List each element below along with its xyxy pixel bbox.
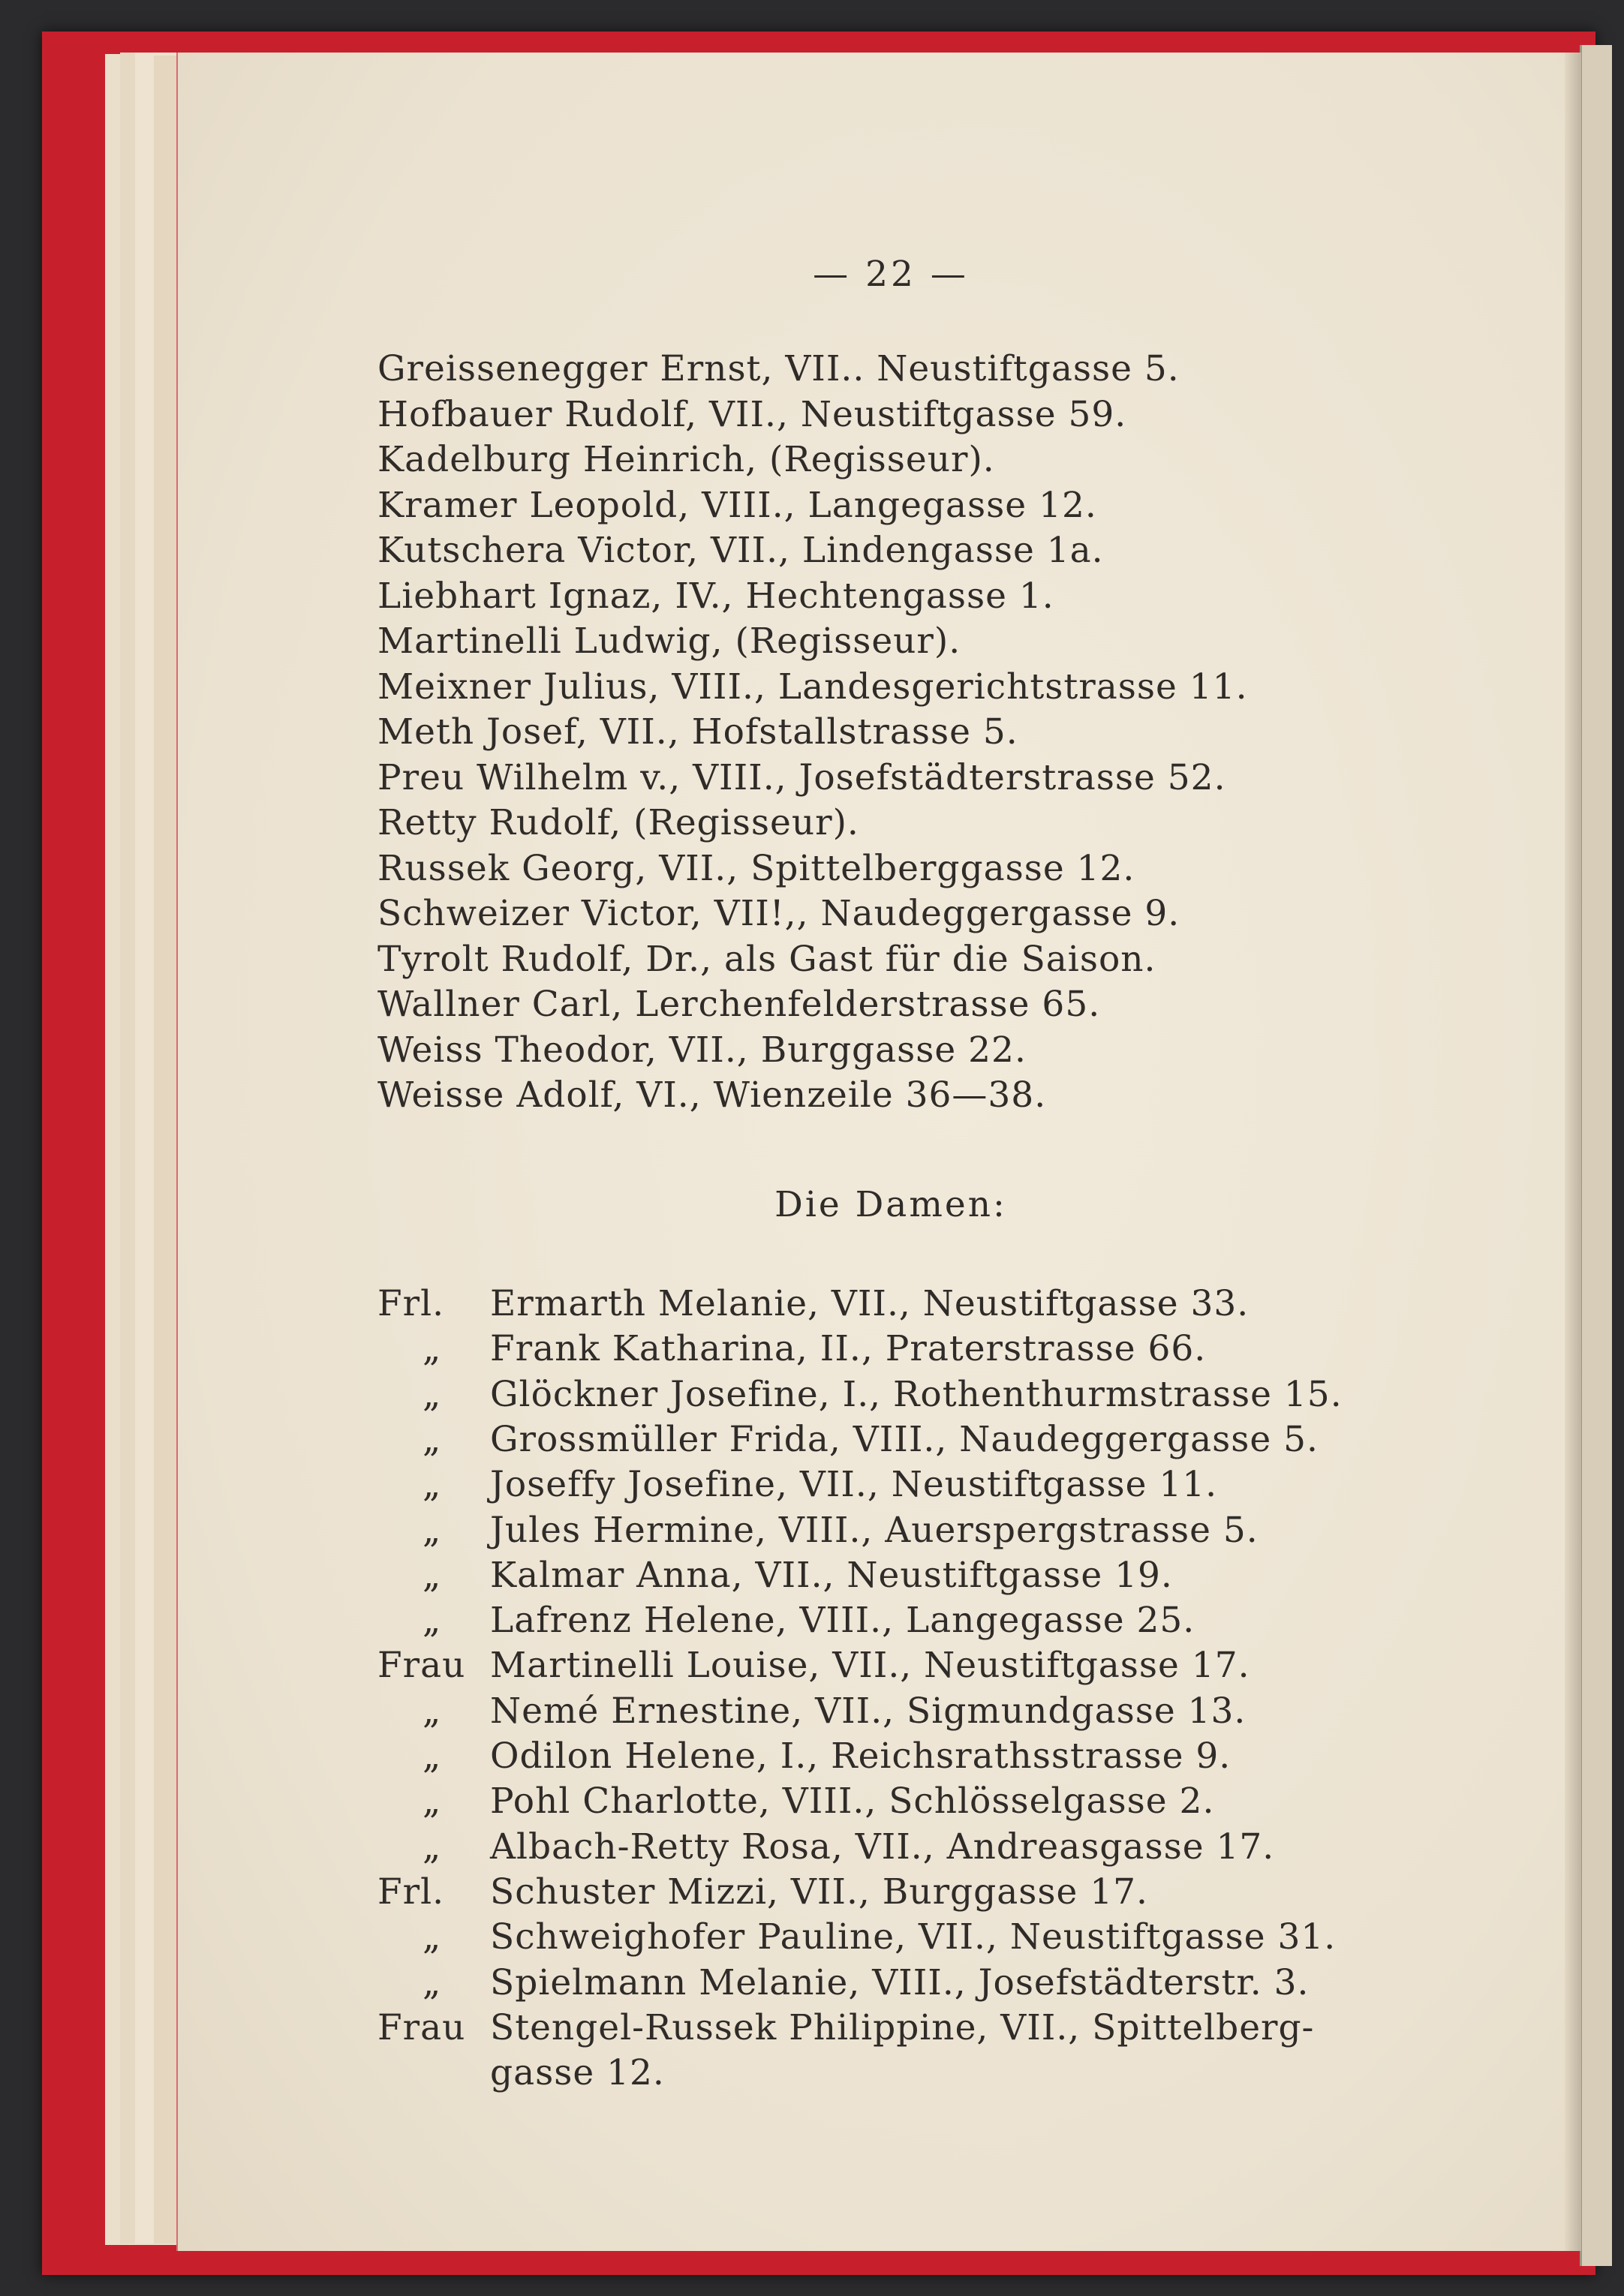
entry-text: Frank Katharina, II., Praterstrasse 66. <box>490 1328 1207 1370</box>
damen-entry <box>377 1825 1274 1870</box>
entry-text: Schuster Mizzi, VII., Burggasse 17. <box>490 1871 1148 1913</box>
entry-text: Lafrenz Helene, VIII., Langegasse 25. <box>490 1600 1195 1642</box>
damen-entry <box>377 1598 1195 1643</box>
herren-entry: Meixner Julius, VIII., Landesgerichtstrasse 11. <box>377 666 1248 708</box>
entry-text: Glöckner Josefine, I., Rothenthurmstrasse 15. <box>490 1373 1343 1415</box>
herren-entry: Weisse Adolf, VI., Wienzeile 36—38. <box>377 1074 1047 1116</box>
entry-text: Joseffy Josefine, VII., Neustiftgasse 11. <box>490 1464 1218 1506</box>
entry-title: „ <box>423 1418 442 1460</box>
damen-entry <box>377 1282 1249 1327</box>
herren-entry: Preu Wilhelm v., VIII., Josefstädterstrasse 52. <box>377 756 1226 798</box>
damen-entry <box>377 1734 1231 1779</box>
entry-title: „ <box>423 1736 442 1777</box>
entry-title: Frl. <box>377 1871 445 1913</box>
entry-title: „ <box>423 1509 442 1551</box>
section-heading-damen: Die Damen: <box>774 1184 1007 1225</box>
damen-entry <box>377 1643 1250 1688</box>
entry-title: Frau <box>377 1645 466 1687</box>
entry-text: Kalmar Anna, VII., Neustiftgasse 19. <box>490 1554 1173 1596</box>
entry-text: Grossmüller Frida, VIII., Naudeggergasse 5. <box>490 1418 1319 1460</box>
entry-text: Ermarth Melanie, VII., Neustiftgasse 33. <box>490 1283 1250 1324</box>
damen-entry <box>377 1689 1246 1734</box>
entry-title <box>377 2051 490 2096</box>
entry-title: „ <box>423 1373 442 1415</box>
entry-title: „ <box>423 1328 442 1370</box>
herren-entry: Meth Josef, VII., Hofstallstrasse 5. <box>377 711 1018 753</box>
herren-entry: Russek Georg, VII., Spittelberggasse 12. <box>377 847 1135 889</box>
entry-title: „ <box>423 1554 442 1596</box>
entry-text: Spielmann Melanie, VIII., Josefstädterstr. 3. <box>490 1961 1310 2003</box>
damen-entry <box>377 1462 1217 1507</box>
herren-entry: Weiss Theodor, VII., Burggasse 22. <box>377 1029 1027 1071</box>
page-number: — 22 — <box>813 254 969 295</box>
herren-entry: Schweizer Victor, VII!,, Naudeggergasse 9. <box>377 893 1180 934</box>
entry-text: Nemé Ernestine, VII., Sigmundgasse 13. <box>490 1690 1247 1732</box>
entry-title: Frl. <box>377 1283 445 1324</box>
entry-title: Frau <box>377 2006 466 2048</box>
book-page <box>176 53 1581 2251</box>
damen-entry <box>377 1961 1309 2006</box>
entry-title: „ <box>423 1690 442 1732</box>
herren-entry: Kramer Leopold, VIII., Langegasse 12. <box>377 484 1097 526</box>
damen-entry <box>377 2051 665 2096</box>
herren-entry: Kadelburg Heinrich, (Regisseur). <box>377 439 995 480</box>
herren-entry: Wallner Carl, Lerchenfelderstrasse 65. <box>377 984 1101 1025</box>
herren-entry: Liebhart Ignaz, IV., Hechtengasse 1. <box>377 575 1054 617</box>
entry-text: Stengel-Russek Philippine, VII., Spittelberg- <box>490 2006 1315 2048</box>
entry-text: Martinelli Louise, VII., Neustiftgasse 17. <box>490 1645 1250 1687</box>
facing-page-edge <box>1580 45 1612 2266</box>
damen-entry <box>377 2006 1314 2051</box>
entry-text: Pohl Charlotte, VIII., Schlösselgasse 2. <box>490 1781 1215 1823</box>
page-text <box>178 53 1581 2251</box>
entry-title: „ <box>423 1600 442 1642</box>
herren-entry: Martinelli Ludwig, (Regisseur). <box>377 621 961 662</box>
damen-entry <box>377 1779 1214 1824</box>
entry-title: „ <box>423 1961 442 2003</box>
herren-entry: Hofbauer Rudolf, VII., Neustiftgasse 59. <box>377 393 1127 435</box>
entry-title: „ <box>423 1781 442 1823</box>
entry-title: „ <box>423 1916 442 1958</box>
herren-entry: Retty Rudolf, (Regisseur). <box>377 802 859 843</box>
herren-entry: Kutschera Victor, VII., Lindengasse 1a. <box>377 530 1104 571</box>
herren-entry: Greissenegger Ernst, VII.. Neustiftgasse 5. <box>377 348 1180 389</box>
entry-text: Odilon Helene, I., Reichsrathsstrasse 9. <box>490 1736 1232 1777</box>
herren-entry: Tyrolt Rudolf, Dr., als Gast für die Saison. <box>377 938 1156 980</box>
damen-entry <box>377 1508 1259 1553</box>
damen-entry <box>377 1417 1319 1462</box>
entry-text: Jules Hermine, VIII., Auerspergstrasse 5. <box>490 1509 1259 1551</box>
entry-title: „ <box>423 1464 442 1506</box>
damen-entry <box>377 1870 1148 1915</box>
damen-entry <box>377 1372 1343 1417</box>
damen-entry <box>377 1553 1173 1598</box>
entry-text: Albach-Retty Rosa, VII., Andreasgasse 17. <box>490 1826 1275 1868</box>
entry-text: gasse 12. <box>490 2052 665 2094</box>
entry-title: „ <box>423 1826 442 1868</box>
entry-text: Schweighofer Pauline, VII., Neustiftgasse 31. <box>490 1916 1337 1958</box>
damen-entry <box>377 1915 1336 1960</box>
damen-entry <box>377 1327 1206 1372</box>
